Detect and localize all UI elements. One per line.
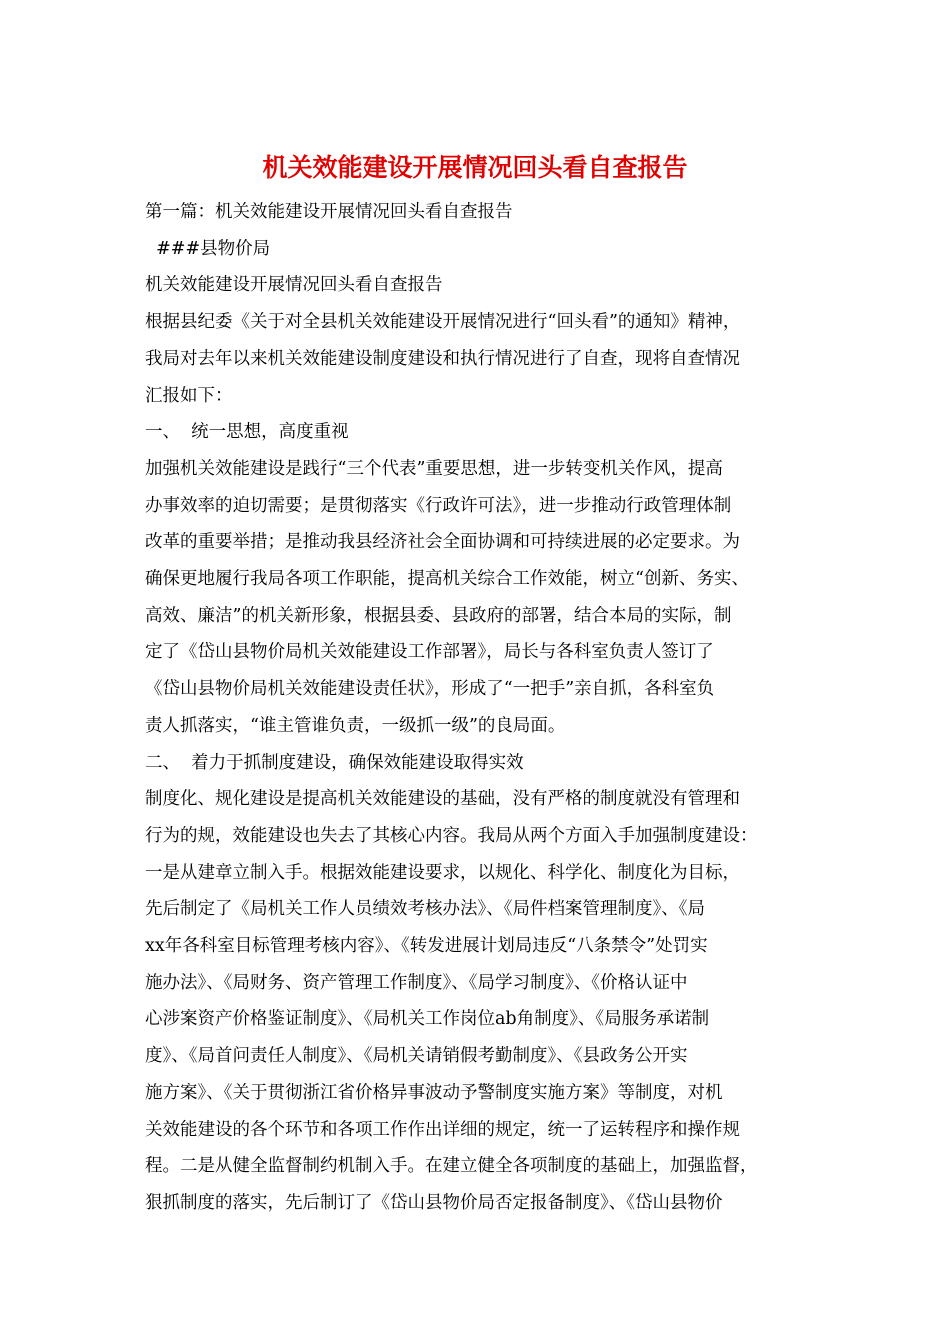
body-line: 改革的重要举措；是推动我县经济社会全面协调和可持续进展的必定要求。为: [145, 532, 740, 553]
body-line: 施方案》、《关于贯彻浙江省价格异事波动予警制度实施方案》等制度，对机: [145, 1082, 723, 1103]
body-line: 办事效率的迫切需要；是贯彻落实《行政许可法》，进一步推动行政管理体制: [145, 495, 732, 516]
body-line: 制度化、规化建设是提高机关效能建设的基础，没有严格的制度就没有管理和: [145, 789, 740, 810]
body-line: 汇报如下：: [145, 385, 233, 406]
body-line: 程。二是从健全监督制约机制入手。在建立健全各项制度的基础上，加强监督，: [145, 1156, 758, 1177]
body-line: 责人抓落实，“谁主管谁负责，一级抓一级”的良局面。: [145, 715, 566, 736]
body-line: 狠抓制度的落实，先后制订了《岱山县物价局否定报备制度》、《岱山县物价: [145, 1192, 723, 1213]
body-line: 我局对去年以来机关效能建设制度建设和执行情况进行了自查，现将自查情况: [145, 348, 740, 369]
body-line: 第一篇：机关效能建设开展情况回头看自查报告: [145, 202, 513, 222]
body-line: 度》、《局首问责任人制度》、《局机关请销假考勤制度》、《县政务公开实: [145, 1046, 688, 1067]
body-line: 关效能建设的各个环节和各项工作作出详细的规定，统一了运转程序和操作规: [145, 1119, 740, 1140]
body-line: 心涉案资产价格鉴证制度》、《局机关工作岗位ab角制度》、《局服务承诺制: [145, 1009, 710, 1030]
document-title: 机关效能建设开展情况回头看自查报告: [262, 153, 688, 182]
body-line: 机关效能建设开展情况回头看自查报告: [145, 275, 443, 296]
body-line: 加强机关效能建设是践行“三个代表”重要思想，进一步转变机关作风，提高: [145, 458, 723, 479]
body-line: 施办法》、《局财务、资产管理工作制度》、《局学习制度》、《价格认证中: [145, 972, 688, 993]
body-line: 行为的规，效能建设也失去了其核心内容。我局从两个方面入手加强制度建设：: [145, 825, 758, 846]
body-line: 先后制定了《局机关工作人员绩效考核办法》、《局件档案管理制度》、《局: [145, 899, 705, 920]
body-line: 确保更地履行我局各项工作职能，提高机关综合工作效能，树立“创新、务实、: [145, 569, 749, 589]
body-line: ###县物价局: [145, 238, 271, 259]
body-line: xx年各科室目标管理考核内容》、《转发进展计划局违反“八条禁令”处罚实: [145, 936, 708, 956]
body-line: 《岱山县物价局机关效能建设责任状》，形成了“一把手”亲自抓，各科室负: [145, 679, 715, 700]
body-line: 一、 统一思想，高度重视: [145, 422, 349, 443]
body-line: 定了《岱山县物价局机关效能建设工作部署》，局长与各科室负责人签订了: [145, 642, 714, 663]
body-line: 二、 着力于抓制度建设，确保效能建设取得实效: [145, 752, 524, 773]
body-line: 高效、廉洁”的机关新形象，根据县委、县政府的部署，结合本局的实际，制: [145, 605, 732, 626]
body-line: 一是从建章立制入手。根据效能建设要求，以规化、科学化、制度化为目标，: [145, 862, 740, 883]
body-line: 根据县纪委《关于对全县机关效能建设开展情况进行“回头看”的通知》精神，: [145, 312, 741, 333]
